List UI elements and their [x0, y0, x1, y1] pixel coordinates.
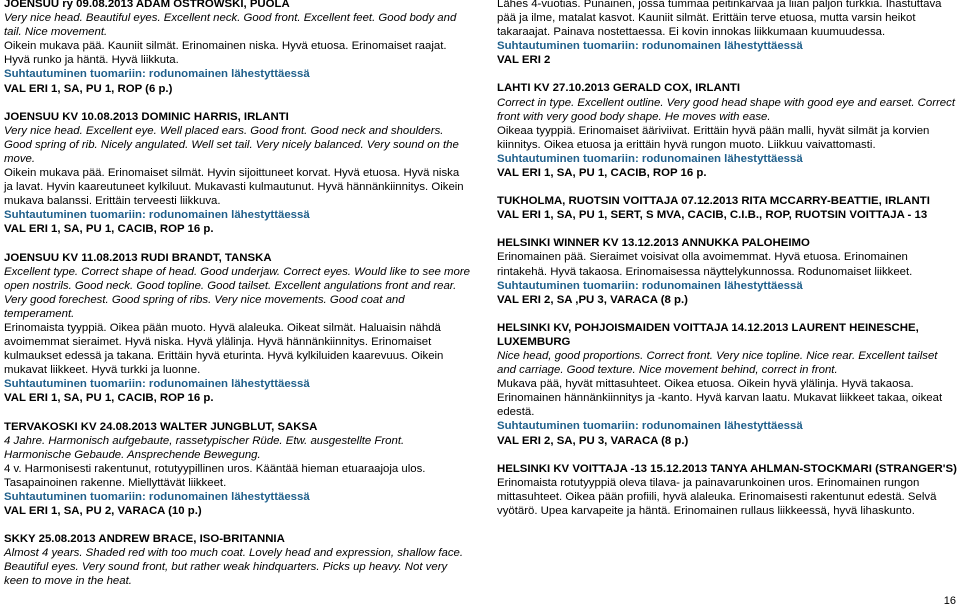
- show-heading: HELSINKI WINNER KV 13.12.2013 ANNUKKA PALOHEIMO: [497, 237, 810, 250]
- critique-finnish: Erinomaista tyyppiä. Oikea pään muoto. Hyvä alaleuka. Oikeat silmät. Haluaisin nähdä avoimemmat sieraimet. Hyvä niska. Hyvä ylälinja. Hyvä hännänkiinnitys. Erinomaiset kulmaukset edessä ja takana. Erittäin hyvä eturinta. Hyvä kylkiluiden kaarevuus. Oikein mukavat liikkeet. Hyvä turkki ja luonne.: [4, 321, 444, 377]
- critique-finnish: Oikein mukava pää. Kauniit silmät. Erinomainen niska. Hyvä etuosa. Erinomaiset raajat. Hyvä runko ja häntä. Hyvä liikkuta.: [4, 40, 447, 67]
- result-line: VAL ERI 1, SA, PU 1, CACIB, ROP 16 p.: [497, 167, 707, 180]
- show-heading: TUKHOLMA, RUOTSIN VOITTAJA 07.12.2013 RITA MCCARRY-BEATTIE, IRLANTI: [497, 195, 930, 208]
- show-heading: LAHTI KV 27.10.2013 GERALD COX, IRLANTI: [497, 82, 741, 95]
- report-entry: [4, 110, 470, 237]
- result-line: VAL ERI 1, SA, PU 2, VARACA (10 p.): [4, 505, 202, 518]
- critique-english: Correct in type. Excellent outline. Very good head shape with good eye and earset. Correct front with very good body shape. He moves with ease.: [497, 96, 956, 123]
- temperament-note: Suhtautuminen tuomariin: rodunomainen lähestyttäessä: [497, 152, 803, 165]
- report-entry: [497, 462, 957, 518]
- result-line: VAL ERI 2, SA, PU 3, VARACA (8 p.): [497, 434, 689, 447]
- show-heading: JOENSUU KV 10.08.2013 DOMINIC HARRIS, IRLANTI: [4, 110, 289, 123]
- report-entry: [4, 0, 470, 96]
- critique-english: Excellent type. Correct shape of head. Good underjaw. Correct eyes. Would like to see more open nostrils. Good neck. Good topline. Good tailset. Excellent angulations front and rear. Very good forechest. Good spring of ribs. Very nice movements. Good coat and temperament.: [4, 265, 470, 320]
- critique-english: Very nice head. Excellent eye. Well placed ears. Good front. Good neck and shoulders. Good spring of rib. Nicely angulated. Well set tail. Very nicely balanced. Very sound on the move.: [4, 124, 459, 165]
- report-entry: [4, 420, 470, 519]
- temperament-note: Suhtautuminen tuomariin: rodunomainen lähestyttäessä: [4, 209, 310, 222]
- report-entry: [4, 251, 470, 406]
- temperament-note: Suhtautuminen tuomariin: rodunomainen lähestyttäessä: [497, 40, 803, 53]
- critique-english: 4 Jahre. Harmonisch aufgebaute, rassetypischer Rüde. Etw. ausgestellte Front. Harmonische Gebaude. Ansprechende Bewegung.: [4, 434, 405, 461]
- result-line: VAL ERI 1, SA, PU 1, CACIB, ROP 16 p.: [4, 392, 214, 405]
- temperament-note: Suhtautuminen tuomariin: rodunomainen lähestyttäessä: [4, 68, 310, 81]
- critique-english: Very nice head. Beautiful eyes. Excellent neck. Good front. Excellent feet. Good body and tail. Nice movement.: [4, 12, 457, 39]
- left-column: [4, 0, 470, 603]
- show-heading: JOENSUU ry 09.08.2013 ADAM OSTROWSKI, PUOLA: [4, 0, 290, 10]
- report-entry: [497, 194, 957, 222]
- temperament-note: Suhtautuminen tuomariin: rodunomainen lähestyttäessä: [497, 420, 803, 433]
- report-entry: [497, 236, 957, 306]
- show-heading: JOENSUU KV 11.08.2013 RUDI BRANDT, TANSKA: [4, 251, 272, 264]
- result-line: VAL ERI 1, SA, PU 1, ROP (6 p.): [4, 82, 173, 95]
- show-heading: SKKY 25.08.2013 ANDREW BRACE, ISO-BRITANNIA: [4, 533, 285, 546]
- critique-finnish: Erinomaista rotutyyppiä oleva tilava- ja painavarunkoinen uros. Erinomainen rungon mittasuhteet. Oikea pään profiili, hyvä alaleuka. Erinomaisesti rakentunut edestä. Selvä vyötärö. Upea karvapeite ja häntä. Erinomainen rullaus liikkeessä, hyvä lihaskunto.: [497, 476, 937, 517]
- report-entry: [497, 0, 957, 67]
- temperament-note: Suhtautuminen tuomariin: rodunomainen lähestyttäessä: [497, 279, 803, 292]
- report-entry: [497, 321, 957, 448]
- critique-finnish: Oikein mukava pää. Erinomaiset silmät. Hyvin sijoittuneet korvat. Hyvä etuosa. Hyvä niska ja lavat. Hyvin kaareutuneet kylkiluut. Mukavasti kulmautunut. Hyvä hännänkiinnitys. Oikein mukava balanssi. Erittäin terveesti liikkuva.: [4, 167, 464, 208]
- critique-finnish: Erinomainen pää. Sieraimet voisivat olla avoimemmat. Hyvä etuosa. Erinomainen rintakehä. Hyvä takaosa. Erinomaisessa näyttelykunnossa. Rodunomaiset liikkeet.: [497, 251, 913, 278]
- critique-finnish: Lähes 4-vuotias. Punainen, jossa tummaa peitinkarvaa ja liian paljon turkkia. Ihastuttava pää ja ilme, matalat kasvot. Kauniit silmät. Erittäin terve etuosa, mutta varsin heikot takaraajat. Painava nostettaessa. Ei kovin innokas liikkumaan kuumuudessa.: [497, 0, 942, 39]
- result-line: VAL ERI 2, SA ,PU 3, VARACA (8 p.): [497, 293, 688, 306]
- show-heading: TERVAKOSKI KV 24.08.2013 WALTER JUNGBLUT, SAKSA: [4, 420, 318, 433]
- temperament-note: Suhtautuminen tuomariin: rodunomainen lähestyttäessä: [4, 491, 310, 503]
- right-column: [497, 0, 957, 532]
- temperament-note: Suhtautuminen tuomariin: rodunomainen lähestyttäessä: [4, 378, 310, 391]
- report-entry: [4, 532, 470, 588]
- page-number: 16: [943, 595, 956, 607]
- critique-english: Nice head, good proportions. Correct front. Very nice topline. Nice rear. Excellent tailset and carriage. Good texture. Nice movement behind, correct in front.: [497, 349, 938, 377]
- show-heading: HELSINKI KV VOITTAJA -13 15.12.2013 TANYA AHLMAN-STOCKMARI (STRANGER'S): [497, 462, 957, 475]
- critique-english: Almost 4 years. Shaded red with too much coat. Lovely head and expression, shallow face. Beautiful eyes. Very sound front, but rather weak hindquarters. Picks up heavy. Not very keen to move in the heat.: [4, 547, 464, 588]
- critique-finnish: Oikeaa tyyppiä. Erinomaiset ääriviivat. Erittäin hyvä pään malli, hyvät silmät ja korvien kiinnitys. Oikea etuosa ja erittäin hyvä rungon muoto. Liikkuu vaivattomasti.: [497, 124, 930, 151]
- result-line: VAL ERI 2: [497, 54, 551, 67]
- show-heading: HELSINKI KV, POHJOISMAIDEN VOITTAJA 14.12.2013 LAURENT HEINESCHE, LUXEMBURG: [497, 321, 919, 348]
- result-line: VAL ERI 1, SA, PU 1, SERT, S MVA, CACIB, C.I.B., ROP, RUOTSIN VOITTAJA - 13: [497, 209, 928, 222]
- critique-finnish: Mukava pää, hyvät mittasuhteet. Oikea etuosa. Oikein hyvä ylälinja. Hyvä takaosa. Erinomainen hännänkiinnitys ja -kanto. Hyvä karvan laatu. Mukavat liikkeet takaa, oikeat edestä.: [497, 378, 943, 419]
- report-entry: [497, 81, 957, 180]
- result-line: VAL ERI 1, SA, PU 1, CACIB, ROP 16 p.: [4, 223, 214, 236]
- critique-finnish: 4 v. Harmonisesti rakentunut, rotutyypillinen uros. Kääntää hieman etuaraajoja ulos. Tasapainoinen rakenne. Miellyttävät liikkeet.: [4, 462, 426, 489]
